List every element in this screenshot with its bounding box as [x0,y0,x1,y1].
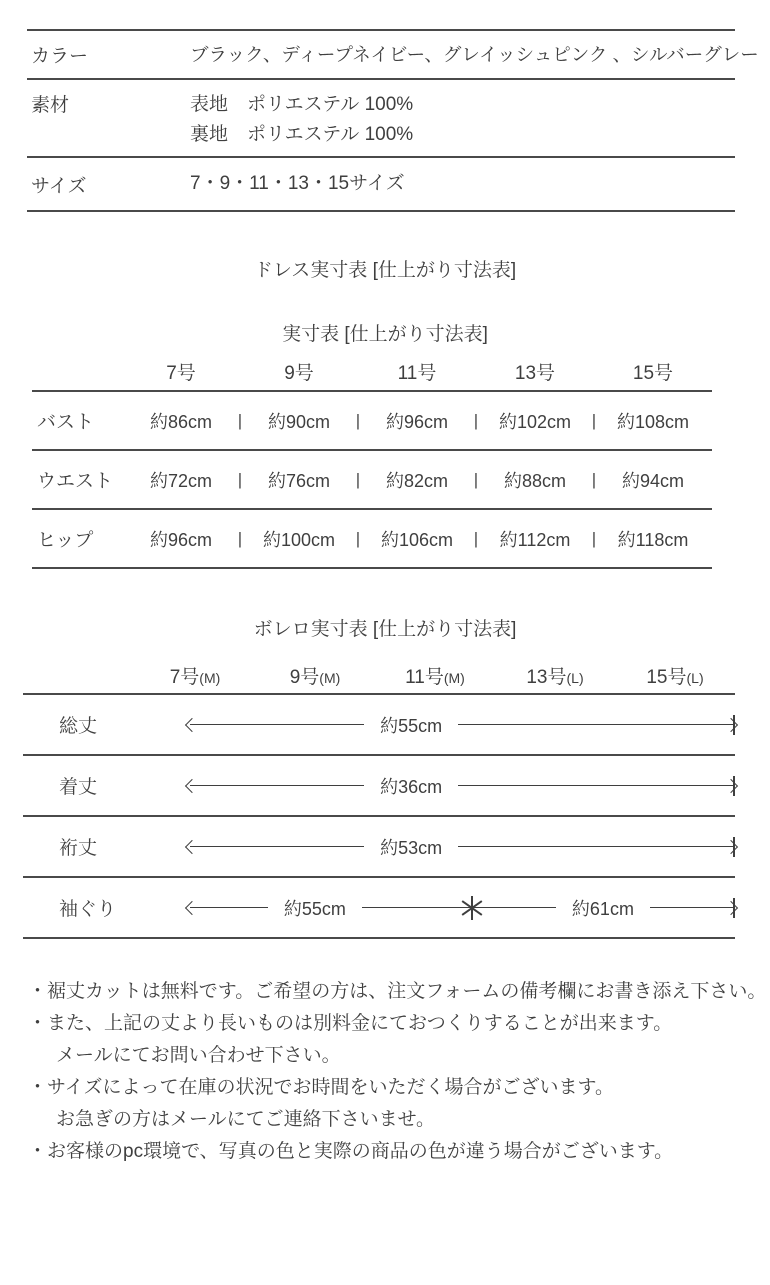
arrowhead-right-icon [724,900,738,914]
spec-label-material: 素材 [31,95,70,116]
dress-col-13: 13号 [514,362,556,384]
arrowhead-left-icon [185,717,199,731]
note-contact-mail: メールにてお問い合わせ下さい。 [56,1045,341,1066]
arrowhead-left-icon [185,778,199,792]
material-lining: 裏地 ポリエステル 100% [190,124,414,145]
spec-label-size: サイズ [31,175,87,197]
arrow-shaft [362,907,471,909]
bolero-row-body-length [23,756,735,817]
arrow-shaft [458,846,733,848]
row-label-bust: バスト [37,412,95,433]
spec-value-color [190,40,759,70]
hip-size-7: 約96cm [149,529,212,550]
bolero-row-armhole [23,878,735,939]
arrowhead-left-icon [185,900,199,914]
row-label-waist: ウエスト [37,471,114,492]
arrowhead-right-icon [724,839,738,853]
row-label-hip: ヒップ [37,530,94,551]
hip-size-13: 約112cm [499,529,571,550]
note-longer-length: ・また、上記の丈より長いものは別料金にておつくりすることが出来ます。 [28,1013,673,1034]
bust-size-9: 約90cm [267,411,330,432]
bolero-col-13 [495,662,615,689]
waist-size-11: 約82cm [385,470,448,491]
arrow-shaft [190,907,268,909]
dress-size-chart-title: ドレス実寸表 [仕上がり寸法表] [253,260,517,281]
bolero-col-suffix: (M) [199,669,221,686]
size-list: 7・9・11・13・15サイズ [190,173,405,194]
product-spec-page [0,29,770,1168]
dress-size-chart-subtitle: 実寸表 [仕上がり寸法表] [282,324,488,345]
order-notes [28,976,767,1168]
body-length-value: 約36cm [380,776,443,797]
dress-row-hip [32,510,712,569]
row-label-body-length: 着丈 [59,777,98,798]
separator-bar: | [591,528,597,548]
separator-bar: | [591,410,597,430]
bolero-col-suffix: (L) [686,669,704,686]
arrow-shaft [190,724,364,726]
separator-bar: | [355,528,361,548]
arrow-shaft [458,785,733,787]
spec-value-material [190,80,735,150]
dress-row-waist [32,451,712,510]
separator-bar: | [237,528,243,548]
arrow-shaft [473,907,556,909]
dress-size-body [32,390,712,569]
bolero-col-7 [135,662,255,689]
arrow-shaft [190,846,364,848]
note-urgent-mail: お急ぎの方はメールにてご連絡下さいませ。 [56,1109,436,1130]
bolero-col-11 [375,662,495,689]
bolero-col-size: 13号 [526,666,567,688]
spec-row-size [27,158,735,212]
waist-size-9: 約76cm [267,470,330,491]
bolero-col-15 [615,662,735,689]
dress-size-header-row [32,356,712,386]
bolero-col-size: 9号 [289,666,320,688]
bust-size-7: 約86cm [149,411,212,432]
hip-size-15: 約118cm [617,529,689,550]
bolero-col-suffix: (L) [566,669,584,686]
sleeve-length-value: 約53cm [380,837,443,858]
arrow-shaft [458,724,733,726]
dress-col-9: 9号 [284,362,314,384]
separator-bar: | [591,469,597,489]
spec-row-color [27,31,759,80]
separator-bar: | [473,528,479,548]
bolero-col-size: 11号 [405,666,444,688]
waist-size-7: 約72cm [149,470,212,491]
dress-col-15: 15号 [632,362,674,384]
hip-size-9: 約100cm [262,529,336,550]
dress-col-11: 11号 [397,362,437,384]
bust-size-15: 約108cm [616,411,690,432]
measurement-arrow-split [187,895,735,921]
note-hem-cut: ・裾丈カットは無料です。ご希望の方は、注文フォームの備考欄にお書き添え下さい。 [28,981,767,1002]
armhole-value-small: 約55cm [283,898,346,919]
spec-row-material [27,80,735,158]
row-label-sleeve-length: 裄丈 [59,838,98,859]
measurement-arrow [187,834,735,860]
bolero-col-size: 7号 [169,666,200,688]
bolero-row-total-length [23,695,735,756]
separator-bar: | [355,410,361,430]
dress-row-bust [32,392,712,451]
arrow-divider-star-icon [471,896,473,920]
measurement-arrow [187,712,735,738]
note-color-difference: ・お客様のpc環境で、写真の色と実際の商品の色が違う場合がございます。 [28,1141,674,1162]
total-length-value: 約55cm [380,715,443,736]
bolero-col-suffix: (M) [443,669,465,686]
bolero-size-header-row [23,661,735,689]
hip-size-11: 約106cm [380,529,454,550]
row-label-total-length: 総丈 [59,716,98,737]
spec-label-color: カラー [31,46,89,67]
dress-col-7: 7号 [166,362,196,384]
arrow-shaft [650,907,733,909]
bolero-size-body [23,693,735,939]
measurement-arrow [187,773,735,799]
bolero-col-size: 15号 [646,666,687,688]
row-label-armhole: 袖ぐり [59,899,117,920]
arrowhead-right-icon [724,717,738,731]
product-spec-table [27,29,759,212]
material-outer: 表地 ポリエステル 100% [190,94,414,115]
note-stock-delay: ・サイズによって在庫の状況でお時間をいただく場合がございます。 [28,1077,614,1098]
arrowhead-right-icon [724,778,738,792]
bolero-col-9 [255,662,375,689]
waist-size-13: 約88cm [503,470,566,491]
arrow-shaft [190,785,364,787]
arrowhead-left-icon [185,839,199,853]
dress-size-table [32,356,712,569]
separator-bar: | [237,469,243,489]
separator-bar: | [473,469,479,489]
armhole-value-large: 約61cm [571,898,634,919]
bolero-size-table [23,661,735,939]
separator-bar: | [355,469,361,489]
bolero-size-chart-title: ボレロ実寸表 [仕上がり寸法表] [253,619,517,640]
bust-size-13: 約102cm [498,411,572,432]
color-list: ブラック、ディープネイビー、グレイッシュピンク 、シルバーグレー [190,43,759,65]
separator-bar: | [473,410,479,430]
waist-size-15: 約94cm [621,470,684,491]
bust-size-11: 約96cm [385,411,448,432]
bolero-col-suffix: (M) [319,669,341,686]
separator-bar: | [237,410,243,430]
bolero-row-sleeve-length [23,817,735,878]
spec-value-size [190,169,735,199]
